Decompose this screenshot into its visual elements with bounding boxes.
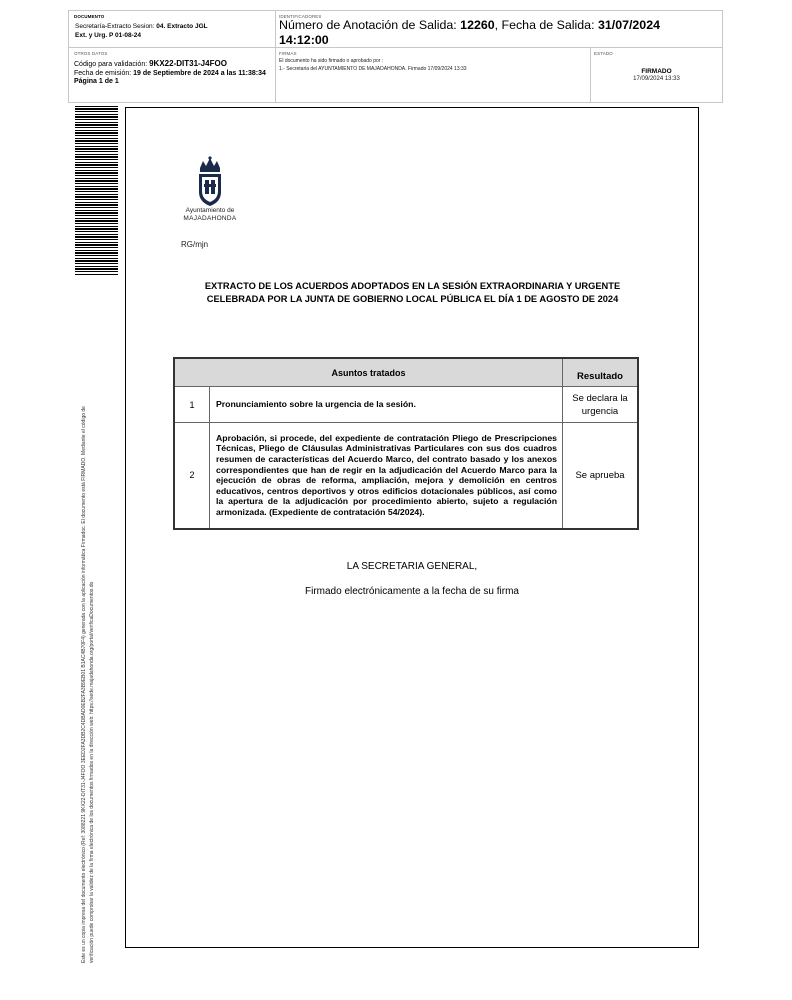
side-text-line1: Este es un copia impresa del documento electrónico (Ref: 3088221 9KX22-DIT31-J4FOO 3EED2FA3DB2C4DBAD0EB2FA3B9EB01 B1AC4B70F4) generada con la aplicación informática Firmadoc. El documento está FIRMADO. Mediante el código de xyxy=(81,406,87,963)
signature-role: LA SECRETARIA GENERAL, xyxy=(346,561,478,572)
side-text-line2: verificación puede comprobar la validez de la firma electrónica de los documentos firmados en la dirección web: https://sede.majadahonda.org/portal/verificaDocumentos.do xyxy=(89,581,95,963)
header-identificadores-label: IDENTIFICADORES xyxy=(279,14,322,19)
table-row xyxy=(174,423,638,529)
row-number: 1 xyxy=(174,387,210,423)
anotacion-middle: , Fecha de Salida: xyxy=(494,18,598,32)
barcode-image xyxy=(75,106,118,276)
anotacion-hora: 14:12:00 xyxy=(279,33,329,47)
header-documento-cell xyxy=(69,11,276,48)
document-header xyxy=(68,10,723,103)
table-header-row xyxy=(174,358,638,387)
header-identificadores-value xyxy=(279,18,719,48)
header-otros-datos-cell xyxy=(69,48,276,102)
firmas-line1: El documento ha sido firmado o aprobado por : xyxy=(279,58,384,64)
anotacion-numero: 12260 xyxy=(460,18,495,32)
document-title: EXTRACTO DE LOS ACUERDOS ADOPTADOS EN LA SESIÓN EXTRAORDINARIA Y URGENTE CELEBRADA POR LA JUNTA DE GOBIERNO LOCAL PÚBLICA EL DÍA 1 DE AGOSTO DE 2024 xyxy=(204,281,621,304)
codigo-validacion: 9KX22-DIT31-J4FOO xyxy=(149,59,227,68)
agreements-table xyxy=(173,357,639,530)
signature-note: Firmado electrónicamente a la fecha de su firma xyxy=(305,586,519,597)
row-number: 2 xyxy=(174,423,210,529)
row-asunto: Pronunciamiento sobre la urgencia de la sesión. xyxy=(210,387,563,423)
row-resultado: Se declara la urgencia xyxy=(563,387,639,423)
reference-initials: RG/mjn xyxy=(181,240,209,249)
pagina-info: Página 1 de 1 xyxy=(74,78,119,86)
table-row xyxy=(174,387,638,423)
documento-line1-prefix: Secretaría-Extracto Sesion: xyxy=(75,23,157,30)
header-documento-label: DOCUMENTO xyxy=(74,14,105,19)
estado-date: 17/09/2024 13:33 xyxy=(633,76,680,82)
header-firmas-cell xyxy=(276,48,591,102)
estado-value: FIRMADO xyxy=(641,68,672,75)
side-verification-text xyxy=(80,283,96,963)
header-otros-datos-label: OTROS DATOS xyxy=(74,51,108,56)
crest-line1: Ayuntamiento de xyxy=(185,207,235,214)
emision-fecha: 19 de Septiembre de 2024 a las 11:38:34 xyxy=(133,69,266,77)
header-estado-cell xyxy=(591,48,722,102)
header-estado-label: ESTADO xyxy=(594,51,613,56)
documento-line2: Ext. y Urg. P 01-08-24 xyxy=(75,32,141,39)
row-resultado: Se aprueba xyxy=(563,423,639,529)
crest-line2: MAJADAHONDA xyxy=(183,215,237,222)
codigo-prefix: Código para validación: xyxy=(74,61,150,68)
header-identificadores-cell xyxy=(276,11,722,48)
anotacion-prefix: Número de Anotación de Salida: xyxy=(279,18,461,32)
row-asunto: Aprobación, si procede, del expediente de contratación Pliego de Prescripciones Técnicas, Pliego de Cláusulas Administrativas Particulares con sus dos cuadros resumen de características del Acuerdo Marco, del contrato basado y los anexos correspondientes que han de regir en la adjudicación del Acuerdo Marco para la ejecución de obras de reforma, ampliación, mejora y demolición en centros educativos, centros deportivos y otros edificios dotacionales públicos, así como la apertura de la adjudicación por procedimiento abierto, sujeto a regulación armonizada. (Expediente de contratación 54/2024). xyxy=(210,423,563,529)
firmas-line2: 1.- Secretaria del AYUNTAMIENTO DE MAJADAHONDA. Firmado 17/09/2024 13:33 xyxy=(279,65,467,72)
crest-caption xyxy=(172,207,248,223)
documento-line1-bold: 04. Extracto JGL xyxy=(156,23,208,30)
emision-prefix: Fecha de emisión: xyxy=(74,69,134,77)
header-firmas-label: FIRMAS xyxy=(279,51,297,56)
header-resultado: Resultado xyxy=(563,358,639,387)
header-documento-value xyxy=(75,22,275,40)
header-asuntos: Asuntos tratados xyxy=(174,358,563,387)
anotacion-fecha: 31/07/2024 xyxy=(597,18,660,32)
header-otros-datos-value xyxy=(74,60,274,87)
header-firmas-value xyxy=(279,58,589,73)
